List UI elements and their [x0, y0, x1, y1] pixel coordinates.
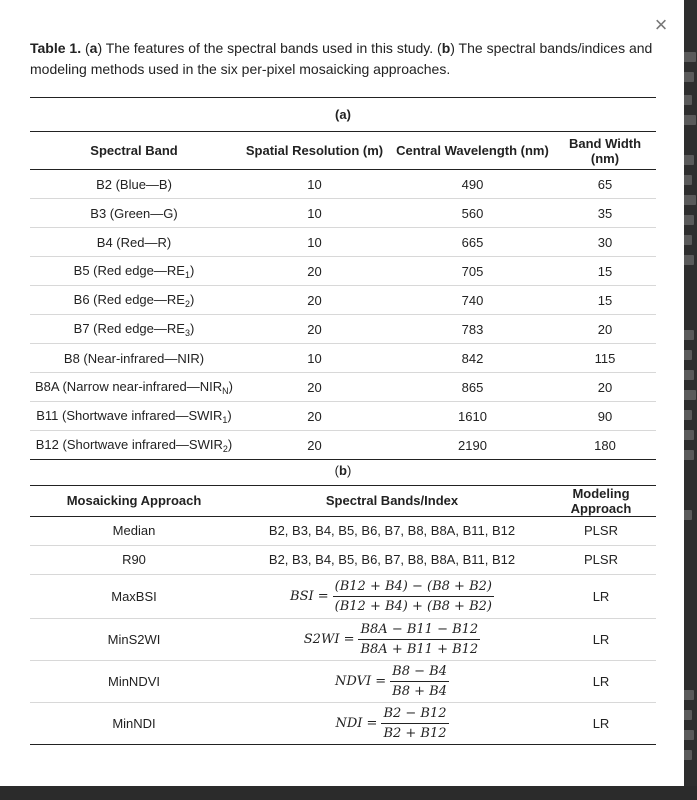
- table-row: [30, 545, 656, 574]
- formula-lhs: NDI =: [335, 715, 378, 731]
- res-cell: 10: [238, 170, 391, 199]
- column-header: Spatial Resolution (m): [238, 132, 391, 170]
- band-close: ): [227, 436, 233, 452]
- band-name: B2 (Blue—B): [96, 176, 172, 192]
- section-label-a: (a): [30, 98, 656, 132]
- table-row: [30, 228, 656, 257]
- bands-cell: [238, 574, 546, 618]
- formula-fraction: [358, 622, 480, 657]
- band-subscript: 1: [222, 414, 228, 425]
- res-cell: 10: [238, 199, 391, 228]
- res-cell: 10: [238, 228, 391, 257]
- band-cell: [30, 315, 238, 344]
- band-cell: [30, 199, 238, 228]
- band-cell: [30, 228, 238, 257]
- caption-label: Table 1.: [30, 40, 82, 56]
- page-backdrop-strip: [0, 786, 697, 800]
- column-header: Band Width (nm): [554, 132, 656, 170]
- formula-fraction: [390, 664, 449, 699]
- res-cell: 10: [238, 344, 391, 373]
- band-subscript: 2: [222, 443, 228, 454]
- bw-cell: 20: [554, 315, 656, 344]
- bw-cell: 20: [554, 373, 656, 402]
- wl-cell: 865: [391, 373, 554, 402]
- formula-numerator: (B12 + B4) − (B8 + B2): [333, 579, 494, 597]
- bands-cell: [238, 618, 546, 660]
- section-label-b: (b): [30, 456, 656, 485]
- band-close: ): [189, 262, 195, 278]
- formula: [303, 621, 480, 657]
- caption-text: (: [81, 40, 90, 56]
- caption-b: b: [441, 40, 451, 56]
- band-name: B11 (Shortwave infrared—SWIR: [36, 407, 223, 423]
- band-name: B6 (Red edge—RE: [73, 291, 185, 307]
- band-name: B8A (Narrow near-infrared—NIR: [35, 378, 223, 394]
- approach-cell: R90: [30, 545, 238, 574]
- bw-cell: 30: [554, 228, 656, 257]
- table-row: [30, 344, 656, 373]
- formula-denominator: B2 + B12: [383, 725, 447, 741]
- model-cell: LR: [546, 574, 656, 618]
- band-cell: [30, 286, 238, 315]
- band-cell: [30, 170, 238, 199]
- table-b: [30, 456, 656, 745]
- res-cell: 20: [238, 257, 391, 286]
- bw-cell: 15: [554, 257, 656, 286]
- formula-lhs: BSI =: [290, 588, 329, 604]
- band-name: B3 (Green—G): [90, 205, 178, 221]
- bw-cell: 35: [554, 199, 656, 228]
- bw-cell: 115: [554, 344, 656, 373]
- approach-cell: Median: [30, 516, 238, 545]
- wl-cell: 842: [391, 344, 554, 373]
- formula-numerator: B2 − B12: [381, 706, 448, 724]
- band-cell: [30, 373, 238, 402]
- table-row: [30, 257, 656, 286]
- wl-cell: 740: [391, 286, 554, 315]
- band-subscript: N: [222, 385, 229, 396]
- band-name: B7 (Red edge—RE: [73, 320, 185, 336]
- bands-cell: [238, 660, 546, 702]
- table-row: [30, 702, 656, 744]
- bw-cell: 90: [554, 402, 656, 431]
- wl-cell: 490: [391, 170, 554, 199]
- column-header: Spectral Bands/Index: [238, 485, 546, 516]
- caption-a: a: [89, 40, 98, 56]
- band-close: ): [228, 378, 233, 394]
- formula-numerator: B8A − B11 − B12: [358, 622, 480, 640]
- band-cell: [30, 257, 238, 286]
- wl-cell: 783: [391, 315, 554, 344]
- table-row: [30, 373, 656, 402]
- wl-cell: 560: [391, 199, 554, 228]
- band-subscript: 1: [184, 269, 190, 280]
- approach-cell: MinS2WI: [30, 618, 238, 660]
- formula: [335, 705, 448, 741]
- table-row: [30, 660, 656, 702]
- formula-lhs: S2WI =: [303, 631, 355, 647]
- approach-cell: MaxBSI: [30, 574, 238, 618]
- table-a: [30, 97, 656, 460]
- approach-cell: MinNDI: [30, 702, 238, 744]
- close-icon[interactable]: ×: [654, 12, 668, 37]
- formula-fraction: [333, 579, 494, 614]
- band-subscript: 2: [184, 298, 190, 309]
- bands-cell: [238, 702, 546, 744]
- wl-cell: 1610: [391, 402, 554, 431]
- column-header: Modeling Approach: [546, 485, 656, 516]
- caption-text: ) The features of the spectral bands used in this study. (: [97, 40, 442, 56]
- wl-cell: 705: [391, 257, 554, 286]
- band-name: B4 (Red—R): [96, 234, 172, 250]
- band-name: B12 (Shortwave infrared—SWIR: [35, 436, 223, 452]
- res-cell: 20: [238, 431, 391, 460]
- band-close: ): [189, 320, 195, 336]
- bands-cell: B2, B3, B4, B5, B6, B7, B8, B8A, B11, B12: [238, 516, 546, 545]
- table-row: [30, 618, 656, 660]
- band-name: B5 (Red edge—RE: [73, 262, 185, 278]
- formula-denominator: B8A + B11 + B12: [360, 641, 479, 657]
- table-row: [30, 286, 656, 315]
- formula: [290, 578, 494, 614]
- model-cell: PLSR: [546, 516, 656, 545]
- caption-text: ) The spectral bands/indices and modeling methods used in the six per-pixel mosaicking approaches.: [30, 40, 653, 77]
- bw-cell: 15: [554, 286, 656, 315]
- band-close: ): [189, 291, 195, 307]
- bw-cell: 65: [554, 170, 656, 199]
- column-header: Spectral Band: [30, 132, 238, 170]
- res-cell: 20: [238, 373, 391, 402]
- band-close: ): [227, 407, 232, 423]
- band-cell: [30, 402, 238, 431]
- column-header: Mosaicking Approach: [30, 485, 238, 516]
- bw-cell: 180: [554, 431, 656, 460]
- model-cell: LR: [546, 618, 656, 660]
- res-cell: 20: [238, 286, 391, 315]
- table-row: [30, 516, 656, 545]
- bands-cell: B2, B3, B4, B5, B6, B7, B8, B8A, B11, B12: [238, 545, 546, 574]
- formula: [335, 663, 449, 699]
- formula-denominator: B8 + B4: [392, 683, 447, 699]
- res-cell: 20: [238, 315, 391, 344]
- model-cell: LR: [546, 702, 656, 744]
- column-header: Central Wavelength (nm): [391, 132, 554, 170]
- formula-lhs: NDVI =: [335, 673, 387, 689]
- table-row: [30, 574, 656, 618]
- res-cell: 20: [238, 402, 391, 431]
- model-cell: PLSR: [546, 545, 656, 574]
- table-row: [30, 170, 656, 199]
- model-cell: LR: [546, 660, 656, 702]
- band-subscript: 3: [184, 327, 190, 338]
- table-caption: [30, 38, 657, 80]
- band-cell: [30, 344, 238, 373]
- formula-numerator: B8 − B4: [390, 664, 449, 682]
- formula-denominator: (B12 + B4) + (B8 + B2): [334, 598, 492, 614]
- band-name: B8 (Near-infrared—NIR): [63, 350, 205, 366]
- wl-cell: 665: [391, 228, 554, 257]
- table-row: [30, 402, 656, 431]
- formula-fraction: [381, 706, 448, 741]
- table-row: [30, 199, 656, 228]
- table-row: [30, 315, 656, 344]
- approach-cell: MinNDVI: [30, 660, 238, 702]
- wl-cell: 2190: [391, 431, 554, 460]
